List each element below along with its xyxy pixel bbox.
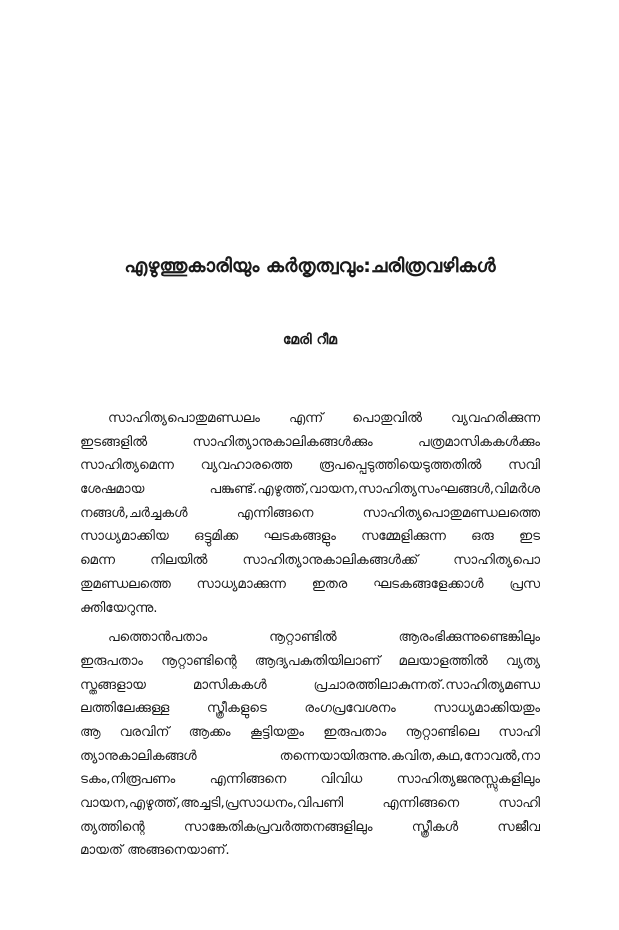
text-line: മായത് അങ്ങനെയാണ്. xyxy=(80,843,230,859)
text-line: ത്യത്തിന്റെ സാങ്കേതികപ്രവർത്തനങ്ങളിലും സ്ത്രീകൾ സജീവ xyxy=(80,819,540,835)
text-line: തുമണ്ഡലത്തെ സാധ്യമാക്കുന്ന ഇതര ഘടകങ്ങളേക്കാൾ പ്രസ xyxy=(80,576,540,592)
article-body xyxy=(80,407,540,863)
text-line: ശേഷമായ പങ്കുണ്ട്.എഴുത്ത്,വായന,സാഹിത്യസംഘങ്ങൾ,വിമർശ xyxy=(80,482,540,498)
text-line: ഇരുപതാം നൂറ്റാണ്ടിന്റെ ആദ്യപകുതിയിലാണ് മലയാളത്തിൽ വ്യത്യ xyxy=(80,653,540,669)
paragraph-1 xyxy=(80,407,540,620)
text-line: ക്തിയേറുന്നു. xyxy=(80,600,158,616)
text-line: നങ്ങൾ,ചർച്ചകൾ എന്നിങ്ങനെ സാഹിത്യപൊതുമണ്ഡലത്തെ xyxy=(80,505,540,521)
paragraph-2 xyxy=(80,626,540,863)
text-line: ലത്തിലേക്കുള്ള സ്ത്രീകളുടെ രംഗപ്രവേശനം സാധ്യമാക്കിയതും xyxy=(80,701,540,717)
text-line: സാഹിത്യപൊതുമണ്ഡലം എന്ന് പൊതുവിൽ വ്യവഹരിക്കുന്ന xyxy=(108,411,540,426)
author-name: മേരി റീമ xyxy=(282,332,338,348)
text-line: പത്തൊൻപതാം നൂറ്റാണ്ടിൽ ആരംഭിക്കുന്നുണ്ടെങ്കിലും xyxy=(108,630,540,646)
text-line: ഇടങ്ങളിൽ സാഹിത്യാനുകാലികങ്ങൾക്കും പത്രമാസികകൾക്കും xyxy=(80,434,540,450)
text-line: ടകം,നിരൂപണം എന്നിങ്ങനെ വിവിധ സാഹിത്യജനുസ്സുകളിലും xyxy=(80,772,540,788)
text-line: സാഹിത്യമെന്ന വ്യവഹാരത്തെ രൂപപ്പെടുത്തിയെടുത്തതിൽ സവി xyxy=(80,458,540,474)
text-line: ആ വരവിന് ആക്കം കൂട്ടിയതും ഇരുപതാം നൂറ്റാണ്ടിലെ സാഹി xyxy=(80,724,540,740)
text-line: സാധ്യമാക്കിയ ഒട്ടുമിക്ക ഘടകങ്ങളും സമ്മേളിക്കുന്ന ഒരു ഇട xyxy=(80,529,540,545)
text-line: സ്തങ്ങളായ മാസികകൾ പ്രചാരത്തിലാകുന്നത്.സാഹിത്യമണ്ഡ xyxy=(80,677,540,693)
text-line: മെന്ന നിലയിൽ സാഹിത്യാനുകാലികങ്ങൾക്ക് സാഹിത്യപൊ xyxy=(80,553,540,569)
text-line: വായന,എഴുത്ത്,അച്ചടി,പ്രസാധനം,വിപണി എന്നിങ്ങനെ സാഹി xyxy=(80,796,540,811)
article-title: എഴുത്തുകാരിയും കർതൃത്വവും:ചരിത്രവഴികൾ xyxy=(124,255,496,277)
text-line: ത്യാനുകാലികങ്ങൾ തന്നെയായിരുന്നു.കവിത,കഥ,നോവൽ,നാ xyxy=(80,748,540,764)
